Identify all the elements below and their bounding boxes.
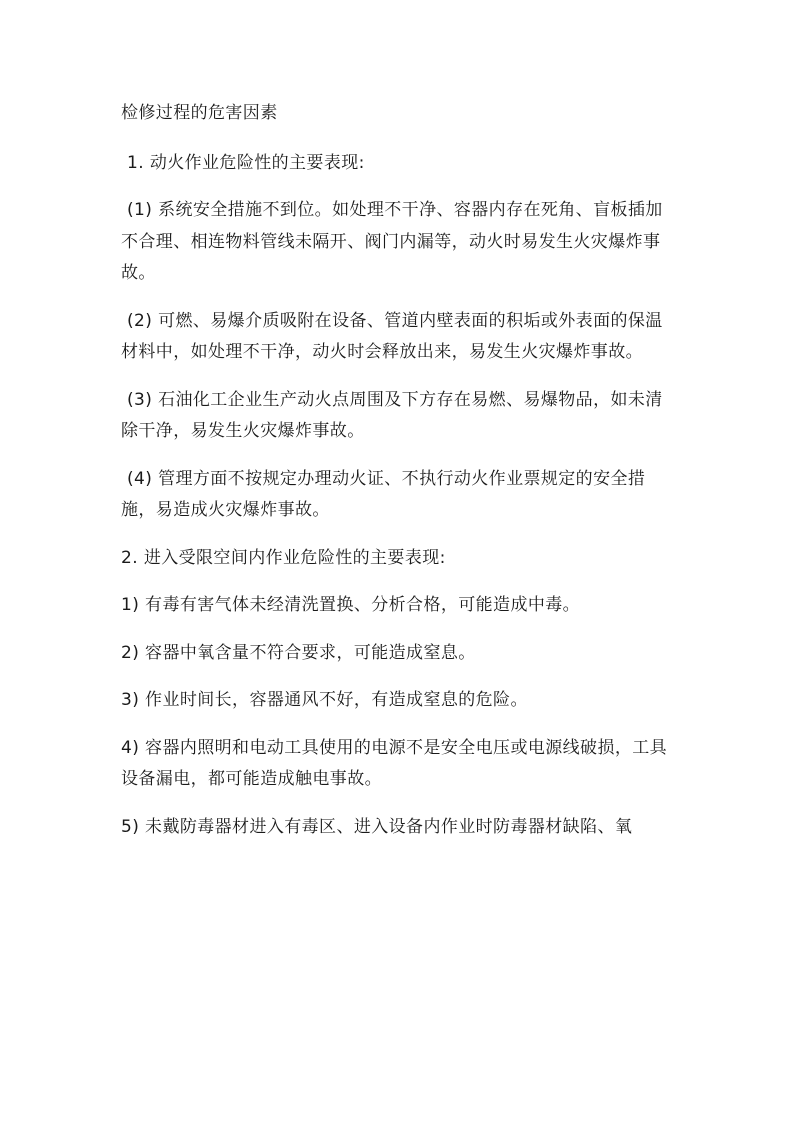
spacer: [121, 717, 676, 733]
section-2-item-5: 5) 未戴防毒器材进入有毒区、进入设备内作业时防毒器材缺陷、氧: [121, 816, 633, 837]
section-2-heading: 2. 进入受限空间内作业危险性的主要表现:: [121, 547, 446, 568]
section-1-item-3: (3) 石油化工企业生产动火点周围及下方存在易燃、易爆物品，如未清除干净，易发生火灾爆炸事故。: [121, 389, 663, 441]
document-title: 检修过程的危害因素: [121, 103, 278, 123]
document-page: [121, 98, 676, 843]
spacer: [121, 290, 676, 306]
section-2-item-3: 3) 作业时间长，容器通风不好，有造成窒息的危险。: [121, 690, 528, 710]
spacer: [121, 369, 676, 385]
spacer: [121, 796, 676, 812]
section-2-item-4: 4) 容器内照明和电动工具使用的电源不是安全电压或电源线破损，工具设备漏电，都可能造成触电事故。: [121, 737, 668, 789]
section-1-item-4: (4) 管理方面不按规定办理动火证、不执行动火作业票规定的安全措施，易造成火灾爆炸事故。: [121, 468, 646, 520]
spacer: [121, 448, 676, 464]
spacer: [121, 527, 676, 543]
section-2-item-1: 1) 有毒有害气体未经清洗置换、分析合格，可能造成中毒。: [121, 595, 581, 615]
section-1-heading: 1. 动火作业危险性的主要表现:: [127, 152, 365, 173]
section-1-item-2: (2) 可燃、易爆介质吸附在设备、管道内壁表面的积垢或外表面的保温材料中，如处理不干净，动火时会释放出来，易发生火灾爆炸事故。: [121, 310, 663, 362]
spacer: [121, 669, 676, 685]
section-2-item-2: 2) 容器中氧含量不符合要求，可能造成窒息。: [121, 642, 476, 663]
spacer: [121, 574, 676, 590]
section-1-item-1: (1) 系统安全措施不到位。如处理不干净、容器内存在死角、盲板插加不合理、相连物料管线未隔开、阀门内漏等，动火时易发生火灾爆炸事故。: [121, 200, 663, 283]
spacer: [121, 622, 676, 638]
spacer: [121, 179, 676, 195]
